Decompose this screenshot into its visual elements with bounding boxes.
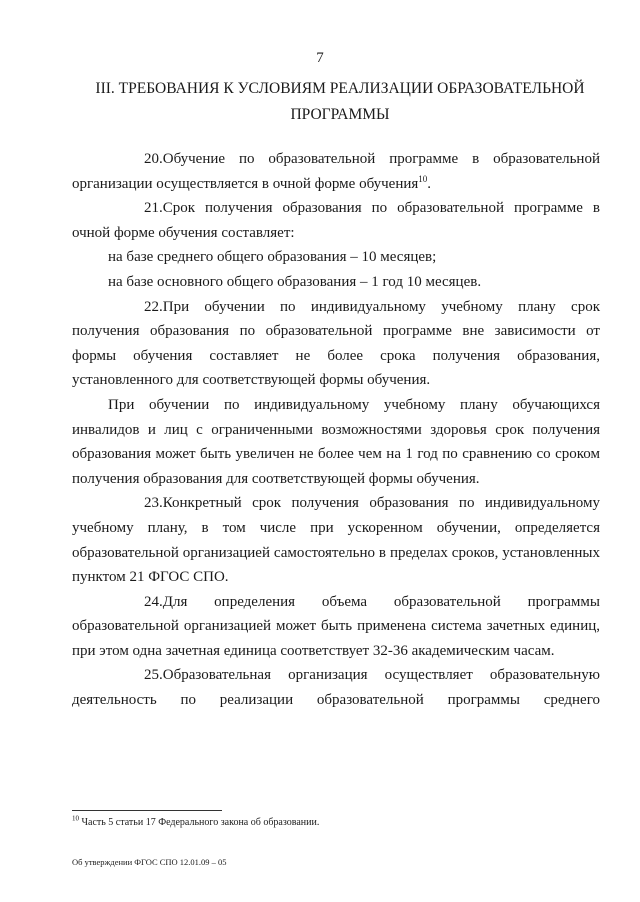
paragraph-number: 23.: [144, 495, 163, 512]
footnote-text: Часть 5 статьи 17 Федерального закона об образовании.: [81, 817, 320, 828]
paragraph-22: [72, 295, 600, 393]
paragraph-text: При обучении по индивидуальному учебному плану обучающихся инвалидов и лиц с ограниченными возможностями здоровья срок получения образования может быть увеличен не более чем на 1 год по сравнению со сроком получения образования для соответствующей формы обучения.: [72, 396, 600, 487]
paragraph-25: [72, 663, 600, 712]
paragraph-23: [72, 491, 600, 589]
paragraph-number: 24.: [144, 593, 163, 610]
paragraph-text: Срок получения образования по образовательной программе в очной форме обучения составляет:: [72, 200, 600, 241]
paragraph-text: Образовательная организация осуществляет образовательную деятельность по реализации образовательной программы среднего: [72, 667, 600, 709]
footnote-number: 10: [72, 814, 79, 823]
document-body: [72, 147, 600, 713]
footnote-separator: [72, 810, 222, 811]
footnote: [72, 816, 600, 830]
paragraph-text: Обучение по образовательной программе в образовательной организации осуществляется в очной форме обучения: [72, 151, 600, 192]
paragraph-number: 25.: [144, 667, 163, 684]
paragraph-tail: .: [427, 175, 432, 192]
page-number: 7: [316, 50, 324, 66]
paragraph-text: Для определения объема образовательной программы образовательной организацией может быть применена система зачетных единиц, при этом одна зачетная единица соответствует 32-36 академическим часам.: [72, 593, 600, 659]
paragraph-text: на базе основного общего образования – 1 год 10 месяцев.: [108, 273, 482, 290]
document-footer: Об утверждении ФГОС СПО 12.01.09 – 05: [72, 857, 227, 867]
paragraph-21: [72, 196, 600, 245]
paragraph-24: [72, 590, 600, 664]
paragraph-20: [72, 147, 600, 196]
footnote-reference: 10: [418, 173, 428, 184]
paragraph-text: на базе среднего общего образования – 10 месяцев;: [108, 249, 437, 266]
paragraph-text: При обучении по индивидуальному учебному плану срок получения образования по образовательной программе вне зависимости от формы обучения составляет не более срока получения образования, установленного для соответствующей формы обучения.: [72, 298, 600, 389]
paragraph-text: Конкретный срок получения образования по индивидуальному учебному плану, в том числе при ускоренном обучении, определяется образовательной организацией самостоятельно в пределах сроков, установленных пунктом 21 ФГОС СПО.: [72, 495, 600, 586]
paragraph-21-item-1: [72, 245, 600, 270]
paragraph-21-item-2: [72, 270, 600, 295]
section-title: III. ТРЕБОВАНИЯ К УСЛОВИЯМ РЕАЛИЗАЦИИ ОБРАЗОВАТЕЛЬНОЙ ПРОГРАММЫ: [95, 80, 585, 123]
paragraph-number: 21.: [144, 200, 163, 217]
paragraph-22-continued: [72, 393, 600, 491]
paragraph-number: 22.: [144, 298, 163, 315]
paragraph-number: 20.: [144, 151, 163, 167]
